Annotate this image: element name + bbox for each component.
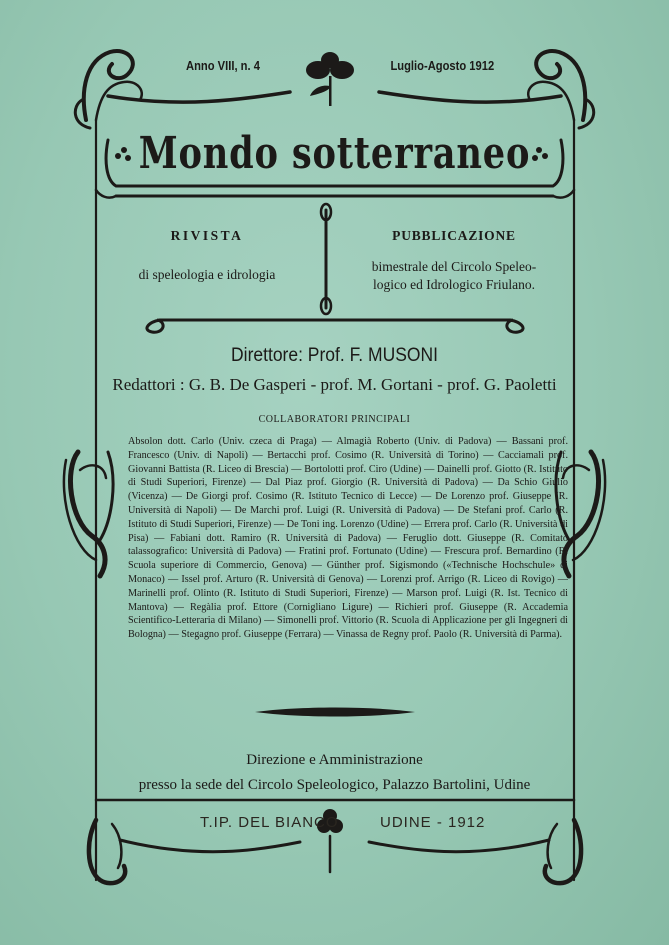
- right-column-line1: bimestrale del Circolo Speleo-: [371, 259, 537, 274]
- administration-line2: presso la sede del Circolo Speleologico, Palazzo Bartolini, Udine: [138, 777, 531, 793]
- place-imprint: UDINE - 1912: [380, 814, 486, 831]
- journal-title: Mondo sotterraneo: [138, 128, 531, 179]
- left-column-heading: RIVISTA: [170, 228, 244, 243]
- printer-imprint: T.IP. DEL BIANCO: [200, 814, 339, 831]
- issue-number: Anno VIII, n. 4: [186, 58, 260, 73]
- administration-block: [0, 748, 669, 798]
- administration-line1: Direzione e Amministrazione: [246, 752, 423, 768]
- left-column-subtitle: di speleologia e idrologia: [138, 267, 276, 282]
- right-column-heading: PUBBLICAZIONE: [392, 228, 516, 243]
- director-line: Direttore: Prof. F. MUSONI: [231, 345, 438, 366]
- right-column-line2: logico ed Idrologico Friulano.: [373, 277, 535, 292]
- issue-date: Luglio-Agosto 1912: [390, 58, 495, 73]
- editors-line: Redattori : G. B. De Gasperi - prof. M. Gortani - prof. G. Paoletti: [112, 375, 557, 394]
- collaborators-heading: COLLABORATORI PRINCIPALI: [258, 414, 411, 425]
- collaborators-list: Absolon dott. Carlo (Univ. czeca di Praga) — Almagià Roberto (Univ. di Padova) — Bassani prof. Francesco (Univ. di Napoli) — Bertacchi prof. Cosimo (R. Università di Torino) — Cacciamali prof. Giovanni Battista (R. Liceo di Brescia) — Bortolotti prof. Ciro (Udine) — Dainelli prof. Giotto (R. Istituto di Studi Superiori, Firenze) — Dal Piaz prof. Giorgio (R. Università di Padova) — Da Schio Giulio (Vicenza) — De Giorgi prof. Cosimo (R. Istituto Tecnico di Lecce) — De Lorenzo prof. Giuseppe (R. Università di Napoli) — De Marchi prof. Luigi (R. Università di Padova) — De Stefani prof. Carlo (R. Istituto di Studi Superiori, Firenze) — De Toni ing. Lorenzo (Udine) — Errera prof. Carlo (R. Università di Pisa) — Fabiani dott. Ramiro (R. Università di Padova) — Feruglio dott. Giuseppe (R. Comitato talassografico: Università di Padova) — Fratini prof. Fortunato (Udine) — Frescura prof. Bernardino (R. Scuola superiore di Commercio, Genova) — Günther prof. Sigismondo («Technische Hochschule» di Monaco) — Issel prof. Arturo (R. Università di Genova) — Lorenzi prof. Arrigo (R. Liceo di Rovigo) — Marinelli prof. Olinto (R. Istituto di Studi Superiori, Firenze) — Marson prof. Luigi (R. Ist. Tecnico di Mantova) — Regàlia prof. Ettore (Corniglianо Ligure) — Richieri prof. Giuseppe (R. Accademia Scientifico-Letteraria di Milano) — Simonelli prof. Vittorio (R. Scuola di Applicazione per gli Ingegneri di Bologna) — Stegagno prof. Giuseppe (Ferrara) — Vinassa de Regny prof. Paolo (R. Università di Parma).: [128, 436, 568, 641]
